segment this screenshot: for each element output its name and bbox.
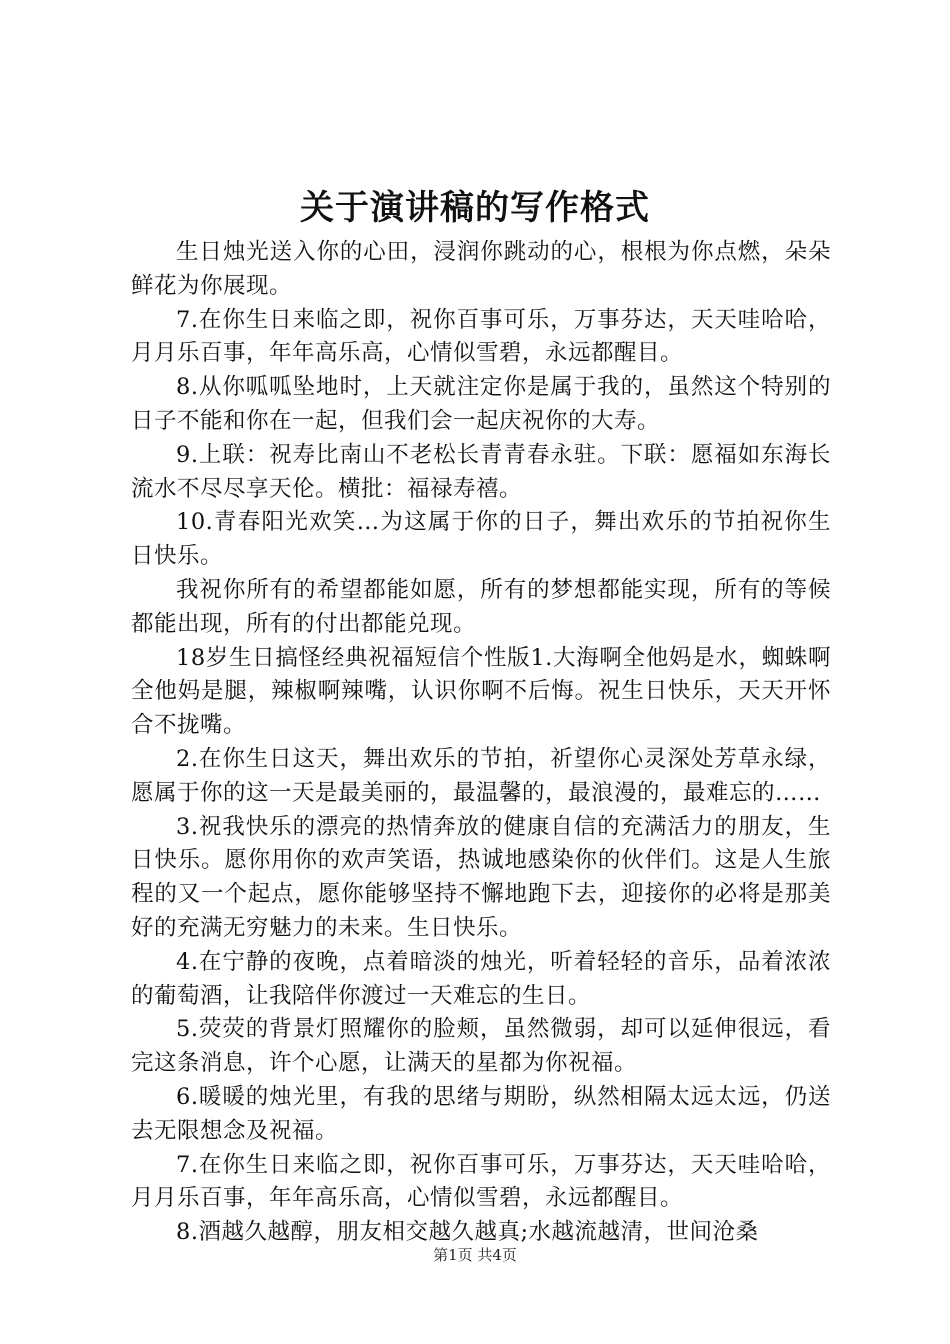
paragraph: 生日烛光送入你的心田，浸润你跳动的心，根根为你点燃，朵朵鲜花为你展现。 bbox=[131, 239, 831, 299]
paragraph: 2.在你生日这天，舞出欢乐的节拍，祈望你心灵深处芳草永绿，愿属于你的这一天是最美丽的，最温馨的，最浪漫的，最难忘的…… bbox=[131, 745, 831, 806]
paragraph: 10.青春阳光欢笑…为这属于你的日子，舞出欢乐的节拍祝你生日快乐。 bbox=[131, 509, 831, 570]
paragraph: 8.从你呱呱坠地时，上天就注定你是属于我的，虽然这个特别的日子不能和你在一起，但我们会一起庆祝你的大寿。 bbox=[131, 374, 831, 434]
paragraph: 3.祝我快乐的漂亮的热情奔放的健康自信的充满活力的朋友，生日快乐。愿你用你的欢声笑语，热诚地感染你的伙伴们。这是人生旅程的又一个起点，愿你能够坚持不懈地跑下去，迎接你的必将是那美好的充满无穷魅力的未来。生日快乐。 bbox=[131, 813, 831, 941]
paragraph: 我祝你所有的希望都能如愿，所有的梦想都能实现，所有的等候都能出现，所有的付出都能兑现。 bbox=[131, 576, 831, 637]
paragraph: 6.暖暖的烛光里，有我的思绪与期盼，纵然相隔太远太远，仍送去无限想念及祝福。 bbox=[131, 1083, 831, 1144]
page-footer: 第1页 共4页 bbox=[433, 1246, 517, 1264]
document-body bbox=[131, 236, 831, 1250]
paragraph: 7.在你生日来临之即，祝你百事可乐，万事芬达，天天哇哈哈，月月乐百事，年年高乐高，心情似雪碧，永远都醒目。 bbox=[131, 1151, 831, 1212]
paragraph: 8.酒越久越醇，朋友相交越久越真;水越流越清，世间沧桑 bbox=[176, 1219, 759, 1246]
paragraph: 9.上联：祝寿比南山不老松长青青春永驻。下联：愿福如东海长流水不尽尽享天伦。横批：福禄寿禧。 bbox=[131, 441, 831, 502]
page-title: 关于演讲稿的写作格式 bbox=[300, 188, 650, 228]
paragraph: 4.在宁静的夜晚，点着暗淡的烛光，听着轻轻的音乐，品着浓浓的葡萄酒，让我陪伴你渡过一天难忘的生日。 bbox=[131, 948, 831, 1009]
paragraph: 7.在你生日来临之即，祝你百事可乐，万事芬达，天天哇哈哈，月月乐百事，年年高乐高，心情似雪碧，永远都醒目。 bbox=[131, 306, 831, 367]
paragraph: 18岁生日搞怪经典祝福短信个性版1.大海啊全他妈是水，蜘蛛啊全他妈是腿，辣椒啊辣嘴，认识你啊不后悔。祝生日快乐，天天开怀合不拢嘴。 bbox=[131, 644, 831, 739]
paragraph: 5.荧荧的背景灯照耀你的脸颊，虽然微弱，却可以延伸很远，看完这条消息，许个心愿，让满天的星都为你祝福。 bbox=[131, 1016, 831, 1077]
